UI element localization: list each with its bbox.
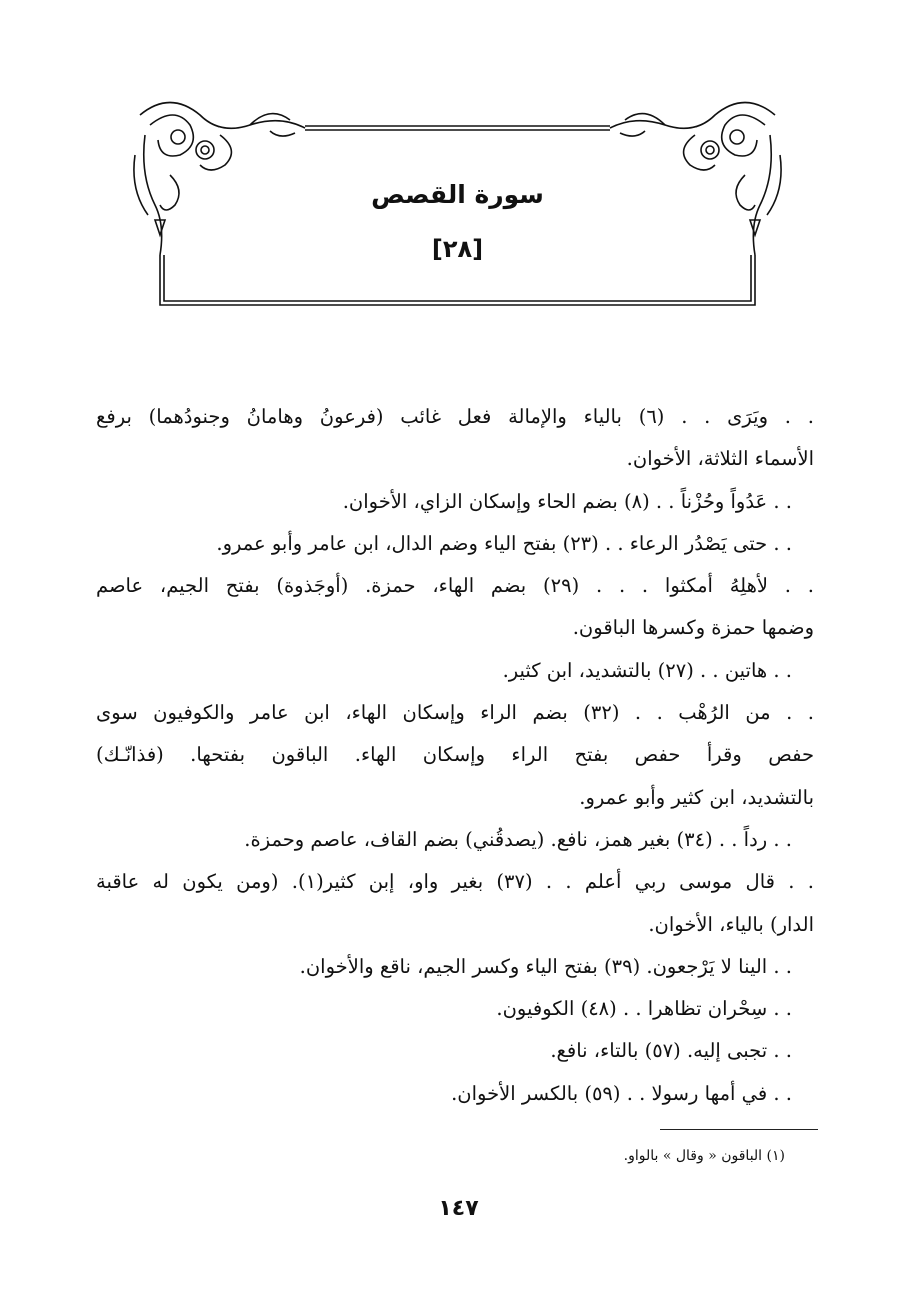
text-line: . . تجبى إليه. (٥٧) بالتاء، نافع.: [550, 1039, 792, 1063]
footnote: (١) الباقون « وقال » بالواو.: [623, 1148, 785, 1164]
page-number: ١٤٧: [438, 1196, 479, 1221]
text-line: . . ويَرَى . . (٦) بالياء والإمالة فعل غائب (فرعونُ وهامانُ وجنودُهما) برفع: [96, 405, 814, 428]
surah-title: سورة القصص: [371, 180, 544, 209]
footnote-divider: [660, 1129, 818, 1130]
surah-number: [٢٨]: [431, 235, 484, 263]
main-text: [96, 396, 814, 1115]
text-line: . . عَدُواً وحُزْناً . . (٨) بضم الحاء وإسكان الزاي، الأخوان.: [342, 489, 792, 513]
text-line: . . رداً . . (٣٤) بغير همز، نافع. (يصدقُني) بضم القاف، عاصم وحمزة.: [244, 827, 792, 851]
text-line: . . حتى يَصْدُر الرعاء . . (٢٣) بفتح الياء وضم الدال، ابن عامر وأبو عمرو.: [216, 531, 792, 555]
ornamental-title-frame: [130, 95, 785, 315]
text-line: . . الينا لا يَرْجعون. (٣٩) بفتح الياء وكسر الجيم، ناقع والأخوان.: [299, 954, 792, 978]
text-line: الأسماء الثلاثة، الأخوان.: [626, 447, 814, 471]
text-line: . . سِحْران تظاهرا . . (٤٨) الكوفيون.: [496, 997, 792, 1021]
text-line: حفص وقرأ حفص بفتح الراء وإسكان الهاء. الباقون بفتحها. (فذانّـك): [96, 743, 814, 767]
text-line: . . لأهلِهُ أمكثوا . . . (٢٩) بضم الهاء، حمزة. (أوجَذوة) بفتح الجيم، عاصم: [96, 574, 814, 598]
text-line: بالتشديد، ابن كثير وأبو عمرو.: [579, 785, 814, 809]
text-line: وضمها حمزة وكسرها الباقون.: [572, 616, 814, 640]
text-line: . . من الرُهْب . . (٣٢) بضم الراء وإسكان الهاء، ابن عامر والكوفيون سوى: [96, 701, 814, 725]
text-line: . . قال موسى ربي أعلم . . (٣٧) بغير واو، إبن كثير(١). (ومن يكون له عاقبة: [96, 870, 814, 894]
text-line: . . في أمها رسولا . . (٥٩) بالكسر الأخوان.: [451, 1081, 792, 1105]
text-line: . . هاتين . . (٢٧) بالتشديد، ابن كثير.: [502, 658, 792, 682]
text-line: الدار) بالياء، الأخوان.: [648, 912, 814, 936]
